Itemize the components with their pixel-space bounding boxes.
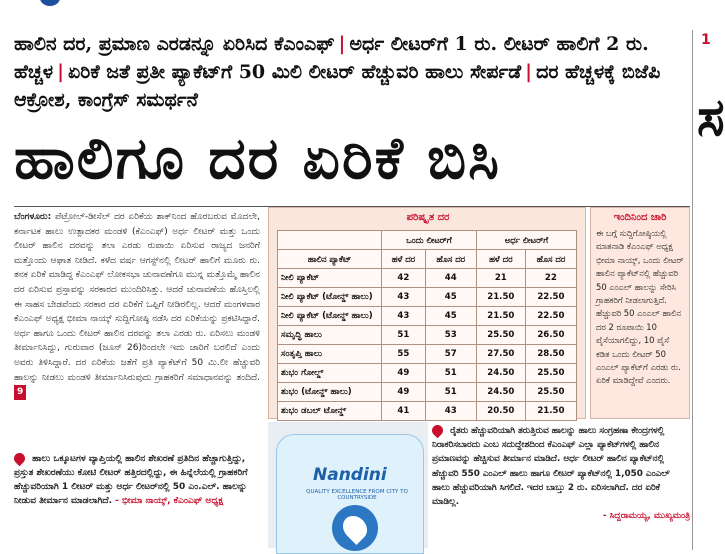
packet-name-cell: ಶುಭಂ (ಟೋನ್ಡ್ ಹಾಲು) xyxy=(278,383,382,402)
main-headline: ಹಾಲಿಗೂ ದರ ಏರಿಕೆ ಬಿಸಿ xyxy=(14,124,501,192)
price-cell: 26.50 xyxy=(525,326,576,345)
subheadline-part-4: ದರ ಹೆಚ್ಚಳಕ್ಕೆ ಬಿಜೆಪಿ ಆಕ್ರೋಶ, ಕಾಂಗ್ರೆಸ್ ಸಮರ್ಥನೆ xyxy=(14,61,661,111)
packet-name-cell: ಸಂತೃಪ್ತಿ ಹಾಲು xyxy=(278,345,382,364)
price-cell: 55 xyxy=(382,345,426,364)
article-body xyxy=(14,210,260,448)
price-cell: 57 xyxy=(425,345,476,364)
price-cell: 24.50 xyxy=(476,364,525,383)
price-cell: 27.50 xyxy=(476,345,525,364)
separator-icon: | xyxy=(338,33,346,55)
price-table-header-packet: ಹಾಲಿನ ಪ್ಯಾಕೆಟ್ xyxy=(278,250,382,269)
price-cell: 25.50 xyxy=(525,364,576,383)
packet-brand: Nandini xyxy=(313,465,387,485)
price-cell: 28.50 xyxy=(525,345,576,364)
quote-cm xyxy=(432,424,690,548)
table-row xyxy=(278,383,577,402)
effective-today-box xyxy=(590,207,690,419)
subheadline-part-2: ಅರ್ಧ ಲೀಟರ್‌ಗೆ 1 ರು. ಲೀಟರ್ ಹಾಲಿಗೆ 2 ರು. ಹೆಚ್ಚಳ xyxy=(14,33,649,83)
milk-drop-icon xyxy=(430,423,446,439)
dateline: ಬೆಂಗಳೂರು: xyxy=(14,212,52,222)
price-cell: 22.50 xyxy=(525,288,576,307)
table-row xyxy=(278,269,577,288)
packet-name-cell: ನೀಲಿ ಪ್ಯಾಕೆಟ್ (ಟೋನ್ಡ್ ಹಾಲು) xyxy=(278,288,382,307)
effective-today-text: ಈ ಬಗ್ಗೆ ಸುದ್ದಿಗೋಷ್ಠಿಯಲ್ಲಿ ಮಾತನಾಡಿ ಕೆಎಂಎಫ್ ಅಧ್ಯಕ್ಷ ಭೀಮಾ ನಾಯ್ಕ್, ಒಂದು ಲೀಟರ್ ಹಾಲಿನ ಪ್ಯಾಕೆಟ್‌ನಲ್ಲಿ ಹೆಚ್ಚುವರಿ 50 ಎಂಎಲ್ ಹಾಲನ್ನು ಸೇರಿಸಿ ಗ್ರಾಹಕರಿಗೆ ನೀಡಲಾಗುತ್ತಿದೆ. ಹೆಚ್ಚುವರಿ 50 ಎಂಎಲ್ ಹಾಲಿನ ದರ 2 ರೂಪಾಯಿ 10 ಪೈಸೆಯಾಗಲಿದ್ದು, 10 ಪೈಸೆ ಕಡಿತ ಒಂದು ಲೀಟರ್ 50 ಎಂಎಲ್ ಪ್ಯಾಕೆಟ್‌ಗೆ ಎರಡು ರು. ಏರಿಕೆ ಮಾಡಿದ್ದೇವೆ ಎಂದರು. xyxy=(596,228,684,386)
price-cell: 20.50 xyxy=(476,402,525,421)
separator-icon: | xyxy=(57,61,65,83)
price-table-panel xyxy=(268,207,586,419)
price-cell: 21.50 xyxy=(525,402,576,421)
price-table-header-blank xyxy=(278,231,382,250)
nandini-logo-icon xyxy=(332,505,378,551)
effective-today-title: ಇಂದಿನಿಂದ ಜಾರಿ xyxy=(613,212,667,223)
price-cell: 43 xyxy=(425,402,476,421)
milk-packet xyxy=(276,434,424,554)
table-row xyxy=(278,364,577,383)
price-cell: 25.50 xyxy=(476,326,525,345)
price-cell: 24.50 xyxy=(476,383,525,402)
packet-name-cell: ಶುಭಂ ಗೋಲ್ಡ್ xyxy=(278,364,382,383)
price-cell: 21.50 xyxy=(476,288,525,307)
price-table-header-new: ಹೊಸ ದರ xyxy=(525,250,576,269)
price-cell: 41 xyxy=(382,402,426,421)
price-table-header-half-litre: ಅರ್ಧ ಲೀಟರ್‌ಗೆ xyxy=(476,231,576,250)
table-row xyxy=(278,288,577,307)
table-row xyxy=(278,307,577,326)
adjacent-column-marker: 1 xyxy=(701,32,711,48)
price-table-title: ಪರಿಷ್ಕೃತ ದರ xyxy=(406,212,450,223)
price-cell: 43 xyxy=(382,307,426,326)
price-cell: 22 xyxy=(525,269,576,288)
price-cell: 51 xyxy=(425,383,476,402)
price-cell: 21.50 xyxy=(476,307,525,326)
price-cell: 44 xyxy=(425,269,476,288)
price-cell: 49 xyxy=(382,364,426,383)
masthead-logo-icon xyxy=(40,0,60,6)
price-cell: 42 xyxy=(382,269,426,288)
packet-tagline: QUALITY EXCELLENCE FROM CITY TO COUNTRYSIDE xyxy=(306,489,408,501)
packet-name-cell: ನೀಲಿ ಪ್ಯಾಕೆಟ್ xyxy=(278,269,382,288)
price-cell: 45 xyxy=(425,307,476,326)
packet-name-cell: ಸಮೃದ್ಧಿ ಹಾಲು xyxy=(278,326,382,345)
price-table-header-old: ಹಳೆ ದರ xyxy=(382,250,426,269)
price-table-header-old: ಹಳೆ ದರ xyxy=(476,250,525,269)
milk-drop-icon xyxy=(12,451,28,467)
adjacent-column xyxy=(692,30,725,550)
article-text: ಪೆಟ್ರೋಲ್-ಡೀಸೆಲ್ ದರ ಏರಿಕೆಯ ಶಾಕ್‌ನಿಂದ ಹೊರಬರುವ ಮೊದಲೇ, ಕರ್ನಾಟಕ ಹಾಲು ಉತ್ಪಾದಕರ ಮಂಡಳಿ (ಕೆಎಂಎಫ್) ಅರ್ಧ ಲೀಟರ್ ಮತ್ತು ಒಂದು ಲೀಟರ್ ಹಾಲಿನ ದರವನ್ನು ತಲಾ ಎರಡು ರುಪಾಯಿ ಏರಿಸುವ ರಾಜ್ಯದ ಜನರಿಗೆ ಮತ್ತೊಂದು ಆಘಾತ ನೀಡಿದೆ. ಕಳೆದ ವರ್ಷ ಆಗಸ್ಟ್‌ನಲ್ಲಿ ಲೀಟರ್ ಹಾಲಿಗೆ ಮೂರು ರು. ತನಕ ಏರಿಕೆ ಮಾಡಿದ್ದ ಕೆಎಂಎಫ್ ಲೋಕಸಭಾ ಚುನಾವಣೆಗೂ ಮುನ್ನ ಮತ್ತೊಮ್ಮೆ ಹಾಲಿನ ದರ ಏರಿಸುವ ಪ್ರಸ್ತಾವನ್ನು ಸರಕಾರದ ಮುಂದಿರಿಸಿತ್ತು. ಆದರೆ ಚುನಾವಣೆಯ ಹೊಸ್ತಿಲಲ್ಲಿ ಈ ಸಾಹಸ ಬೇಡವೆಂದು ಸರಕಾರ ದರ ಏರಿಕೆಗೆ ಒಪ್ಪಿಗೆ ನೀಡಿರಲಿಲ್ಲ. ಆದರೆ ಮಂಗಳವಾರ ಕೆಎಂಎಫ್ ಅಧ್ಯಕ್ಷ ಭೀಮಾ ನಾಯ್ಕ್ ಸುದ್ದಿಗೋಷ್ಠಿ ನಡೆಸಿ ದರ ಏರಿಕೆಯನ್ನು ಪ್ರಕಟಿಸಿದ್ದಾರೆ. ಅರ್ಧ ಹಾಗೂ ಒಂದು ಲೀಟರ್ ಹಾಲಿನ ದರವನ್ನು ತಲಾ ಎರಡು ರು. ಏರಿಸಲು ಮಂಡಳಿ ತೀರ್ಮಾನಿಸಿದ್ದು, ಗುರುವಾರ (ಜೂನ್ 26)ರಿಂದಲೇ ಇದು ಜಾರಿಗೆ ಬರಲಿದೆ ಎಂದು ಅವರು ತಿಳಿಸಿದ್ದಾರೆ. ದರ ಏರಿಕೆಯ ಜತೆಗೆ ಪ್ರತಿ ಪ್ಯಾಕೆಟ್‌ಗೆ 50 ಮಿ.ಲೀ ಹೆಚ್ಚುವರಿ ಹಾಲನ್ನು ನೀಡಲು ಮಂಡಳಿ ತೀರ್ಮಾನಿಸಿರುವುದು ಗ್ರಾಹಕರಿಗೆ ಸಮಾಧಾನವನ್ನು ತಂದಿದೆ. xyxy=(14,212,260,383)
price-cell: 51 xyxy=(425,364,476,383)
packet-name-cell: ನೀಲಿ ಪ್ಯಾಕೆಟ್ (ಟೋನ್ಡ್ ಹಾಲು) xyxy=(278,307,382,326)
quote-cm-attribution: - ಸಿದ್ದರಾಮಯ್ಯ, ಮುಖ್ಯಮಂತ್ರಿ xyxy=(602,511,690,522)
price-cell: 43 xyxy=(382,288,426,307)
table-row xyxy=(278,326,577,345)
price-cell: 51 xyxy=(382,326,426,345)
quote-kmf-attribution: - ಭೀಮಾ ನಾಯ್ಕ್, ಕೆಎಂಎಫ್ ಅಧ್ಯಕ್ಷ xyxy=(115,496,224,506)
top-strip xyxy=(0,0,720,8)
milk-packet-photo xyxy=(268,422,428,548)
subheadline xyxy=(14,30,694,114)
price-cell: 45 xyxy=(425,288,476,307)
quote-kmf xyxy=(14,452,260,548)
table-row xyxy=(278,345,577,364)
packet-name-cell: ಶುಭಂ ಡಬಲ್ ಟೋನ್ಡ್ xyxy=(278,402,382,421)
quote-kmf-text: ಹಾಲು ಒಕ್ಕೂಟಗಳ ವ್ಯಾಪ್ತಿಯಲ್ಲಿ ಹಾಲಿನ ಶೇಖರಣೆ ಪ್ರತಿದಿನ ಹೆಚ್ಚಾಗುತ್ತಿದ್ದು, ಪ್ರಸ್ತುತ ಶೇಖರಣೆಯು ಕೋಟಿ ಲೀಟರ್ ಹತ್ತಿರದಲ್ಲಿದ್ದು, ಈ ಹಿನ್ನೆಲೆಯಲ್ಲಿ ಗ್ರಾಹಕರಿಗೆ ಹೆಚ್ಚುವರಿಯಾಗಿ 1 ಲೀಟರ್ ಮತ್ತು ಅರ್ಧ ಲೀಟರ್‌ನಲ್ಲಿ 50 ಎಂ.ಎಲ್. ಹಾಲನ್ನು ನೀಡುವ ತೀರ್ಮಾನ ಮಾಡಲಾಗಿದೆ. xyxy=(14,454,248,506)
price-cell: 49 xyxy=(382,383,426,402)
price-cell: 22.50 xyxy=(525,307,576,326)
price-table xyxy=(277,230,577,421)
page-reference-badge[interactable]: 9 xyxy=(14,385,26,400)
subheadline-part-1: ಹಾಲಿನ ದರ, ಪ್ರಮಾಣ ಎರಡನ್ನೂ ಏರಿಸಿದ ಕೆಎಂಎಫ್ xyxy=(14,33,335,55)
subheadline-part-3: ಏರಿಕೆ ಜತೆ ಪ್ರತೀ ಪ್ಯಾಕೆಟ್‌ಗೆ 50 ಮಿಲಿ ಲೀಟರ್ ಹೆಚ್ಚುವರಿ ಹಾಲು ಸೇರ್ಪಡೆ xyxy=(68,61,522,83)
quote-cm-text: ರೈತರು ಹೆಚ್ಚುವರಿಯಾಗಿ ತರುತ್ತಿರುವ ಹಾಲನ್ನು ಹಾಲು ಸಂಗ್ರಹಣಾ ಕೇಂದ್ರಗಳಲ್ಲಿ ನಿರಾಕರಿಸಬಾರದು ಎಂಬ ಸದುದ್ದೇಶದಿಂದ ಕೆಎಂಎಫ್ ಎಲ್ಲಾ ಪ್ಯಾಕೆಟ್‌ಗಳಲ್ಲಿ ಹಾಲಿನ ಪ್ರಮಾಣವನ್ನು ಹೆಚ್ಚಿಸುವ ತೀರ್ಮಾನ ಮಾಡಿದೆ. ಅರ್ಧ ಲೀಟರ್ ಹಾಲಿನ ಪ್ಯಾಕೆಟ್‌ನಲ್ಲಿ ಹೆಚ್ಚುವರಿ 550 ಎಂಎಲ್ ಹಾಲು ಹಾಗೂ ಲೀಟರ್ ಪ್ಯಾಕೆಟ್‌ನಲ್ಲಿ 1,050 ಎಂಎಲ್ ಹಾಲು ಹೆಚ್ಚುವರಿಯಾಗಿ ಸಿಗಲಿದೆ. ಇದರ ಬಾಬ್ತು 2 ರು. ಏರಿಸಲಾಗಿದೆ. ದರ ಏರಿಕೆ ಮಾಡಿಲ್ಲ. xyxy=(432,426,670,508)
price-cell: 53 xyxy=(425,326,476,345)
price-table-header-one-litre: ಒಂದು ಲೀಟರ್‌ಗೆ xyxy=(382,231,477,250)
adjacent-column-fragment: ಸ xyxy=(697,88,725,148)
price-table-header-new: ಹೊಸ ದರ xyxy=(425,250,476,269)
price-cell: 25.50 xyxy=(525,383,576,402)
subheadline-block xyxy=(14,30,694,114)
price-cell: 21 xyxy=(476,269,525,288)
separator-icon: | xyxy=(525,61,533,83)
table-row xyxy=(278,402,577,421)
